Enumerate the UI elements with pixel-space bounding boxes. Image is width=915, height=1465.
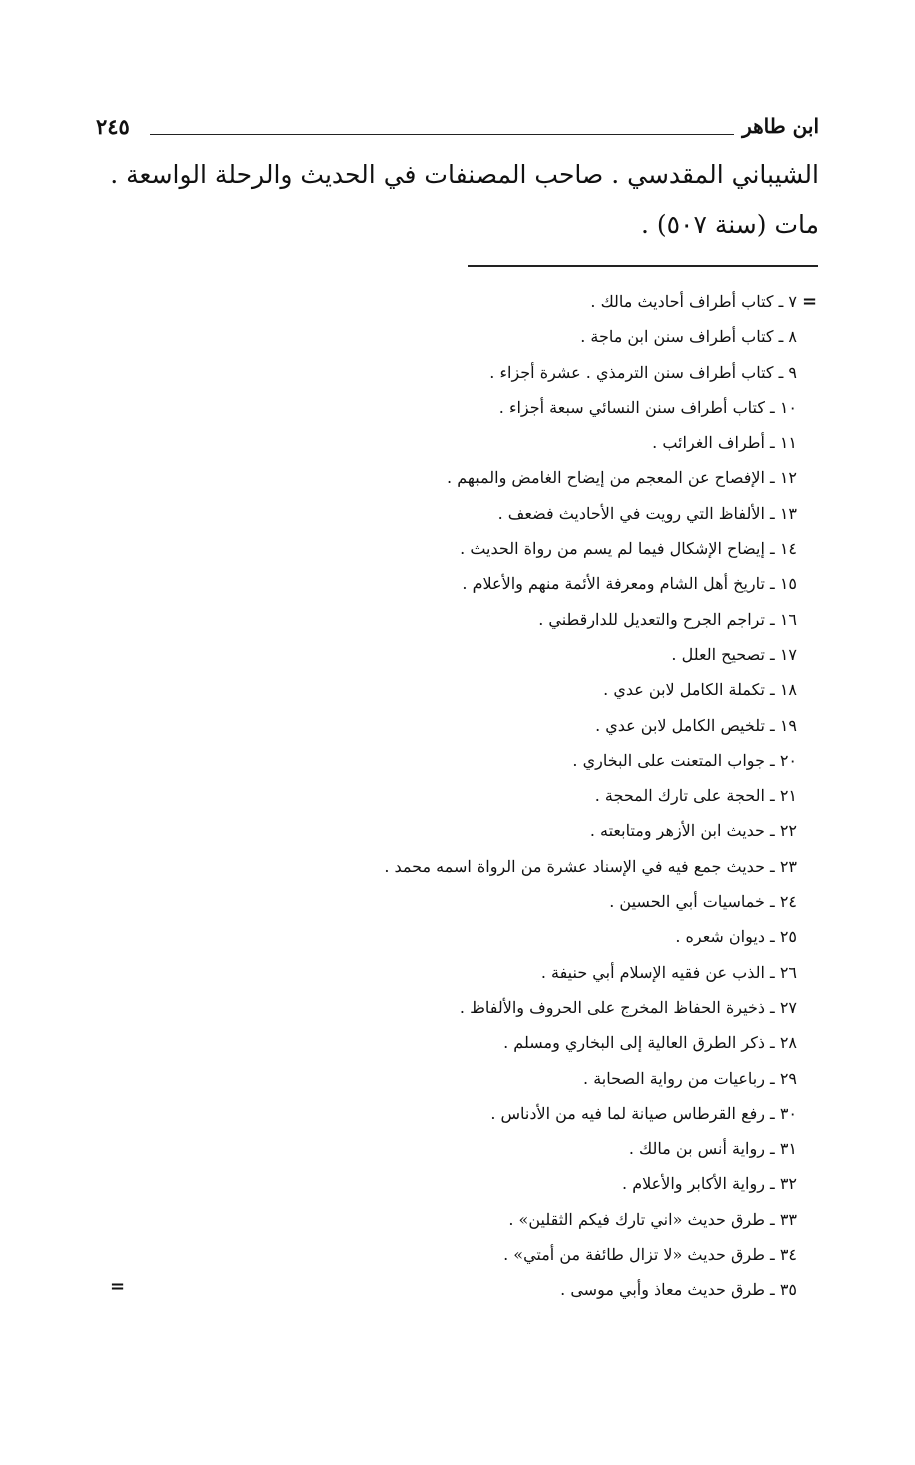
biography-text	[110, 150, 819, 250]
footnote-item: ١٦ ـ تراجم الجرح والتعديل للدارقطني .	[538, 609, 797, 629]
footnote-item: ١٩ ـ تلخيص الكامل لابن عدي .	[595, 715, 797, 735]
footnote-list	[237, 284, 797, 1308]
footnote-item: ٩ ـ كتاب أطراف سنن الترمذي . عشرة أجزاء .	[489, 362, 797, 382]
page-number: ٢٤٥	[96, 114, 130, 139]
footnote-item: ٢١ ـ الحجة على تارك المحجة .	[594, 786, 797, 806]
footnote-item: ٨ ـ كتاب أطراف سنن ابن ماجة .	[580, 327, 797, 347]
footnote-item: ٣٤ ـ طرق حديث «لا تزال طائفة من أمتي» .	[503, 1245, 797, 1265]
footnote-item: ٢٠ ـ جواب المتعنت على البخاري .	[572, 750, 797, 770]
footnote-item: ١٣ ـ الألفاظ التي رويت في الأحاديث فضعف .	[497, 503, 797, 523]
footnote-separator	[468, 265, 818, 267]
header-rule	[150, 134, 734, 135]
footnote-item: ٧ ـ كتاب أطراف أحاديث مالك .	[590, 292, 797, 311]
footnote-item: ٢٤ ـ خماسيات أبي الحسين .	[609, 892, 797, 912]
footnote-item: ١٥ ـ تاريخ أهل الشام ومعرفة الأئمة منهم والأعلام .	[462, 574, 797, 594]
bio-line-1: الشيباني المقدسي . صاحب المصنفات في الحديث والرحلة الواسعة .	[110, 160, 819, 189]
footnote-item: ١٠ ـ كتاب أطراف سنن النسائي سبعة أجزاء .	[498, 397, 797, 417]
footnote-item: ٣٥ ـ طرق حديث معاذ وأبي موسى .	[560, 1280, 797, 1300]
footnote-item: ٣١ ـ رواية أنس بن مالك .	[628, 1139, 797, 1159]
footnote-item: ١٨ ـ تكملة الكامل لابن عدي .	[603, 680, 797, 700]
footnote-item: ٢٨ ـ ذكر الطرق العالية إلى البخاري ومسلم .	[503, 1033, 797, 1053]
footnote-item: ١١ ـ أطراف الغرائب .	[652, 433, 797, 453]
footnote-item: ٢٥ ـ ديوان شعره .	[675, 927, 797, 947]
continuation-mark-top: =	[802, 291, 818, 312]
footnote-item: ٣٣ ـ طرق حديث «اني تارك فيكم الثقلين» .	[508, 1209, 797, 1229]
footnote-item: ٢٢ ـ حديث ابن الأزهر ومتابعته .	[589, 821, 797, 841]
footnote-item: ٢٣ ـ حديث جمع فيه في الإسناد عشرة من الرواة اسمه محمد .	[384, 856, 797, 876]
continuation-mark-bottom: =	[110, 1276, 126, 1297]
footnote-item: ٣٢ ـ رواية الأكابر والأعلام .	[622, 1174, 797, 1194]
footnote-item: ٢٩ ـ رباعيات من رواية الصحابة .	[583, 1068, 797, 1088]
footnote-item: ٣٠ ـ رفع القرطاس صيانة لما فيه من الأدناس .	[490, 1103, 797, 1123]
footnote-item: ١٤ ـ إيضاح الإشكال فيما لم يسم من رواة الحديث .	[460, 539, 797, 559]
footnote-item: ٢٦ ـ الذب عن فقيه الإسلام أبي حنيفة .	[540, 962, 797, 982]
footnote-item: ٢٧ ـ ذخيرة الحفاظ المخرج على الحروف والألفاظ .	[459, 997, 797, 1017]
footnote-item: ١٢ ـ الإفصاح عن المعجم من إيضاح الغامض والمبهم .	[447, 468, 797, 488]
footnote-item: ١٧ ـ تصحيح العلل .	[671, 644, 797, 664]
bio-line-2: مات (سنة ٥٠٧) .	[640, 210, 819, 239]
running-header-title: ابن طاهر	[742, 114, 819, 138]
